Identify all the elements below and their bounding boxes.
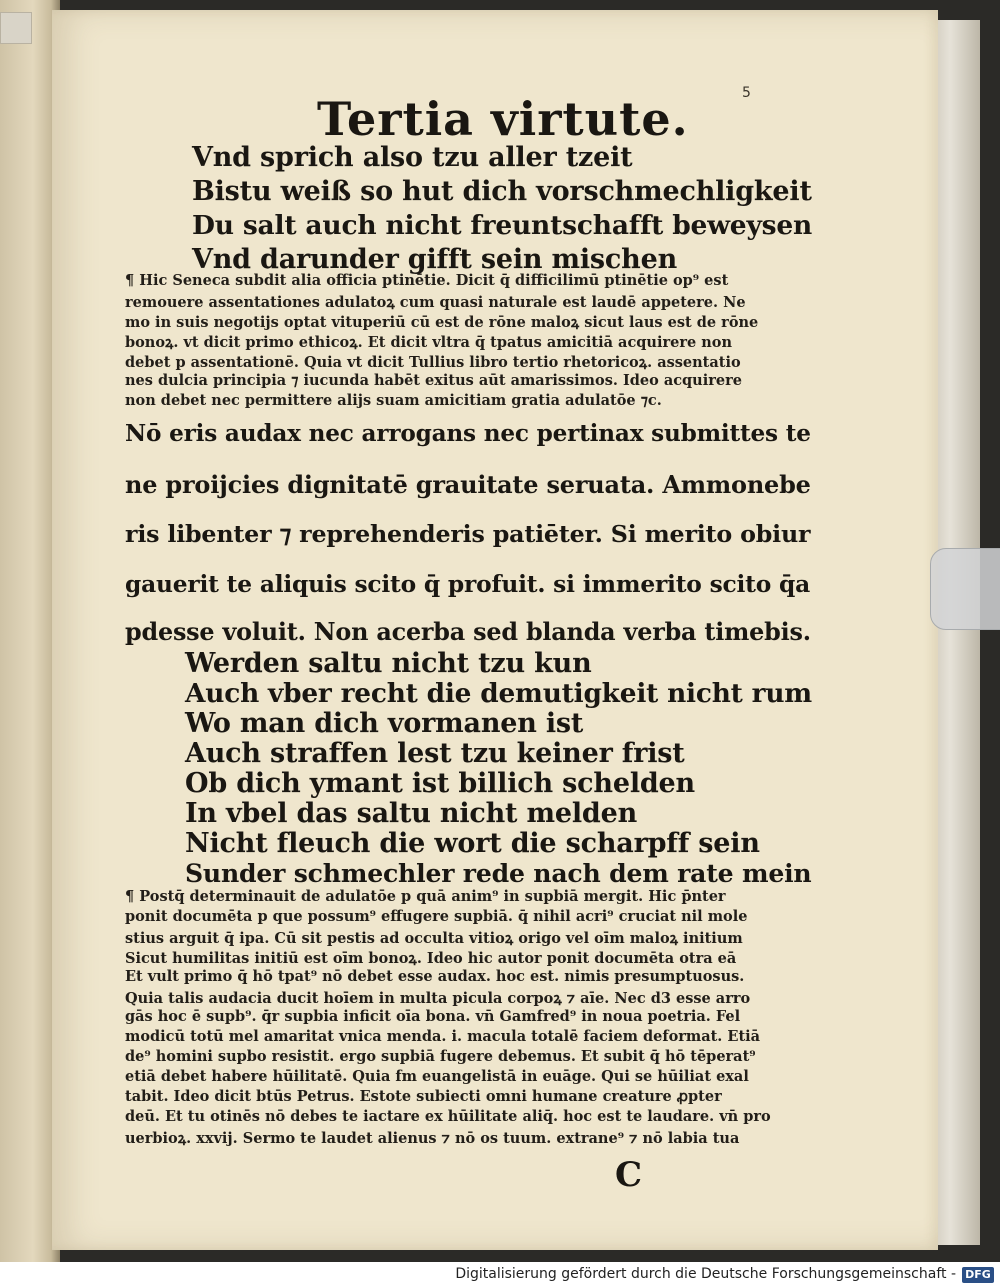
gloss-line: non debet nec permittere alijs suam amicitiam gratia adulatōe ⁊c. xyxy=(125,392,662,409)
verse-line: Bistu weiß so hut dich vorschmechligkeit xyxy=(192,176,812,207)
main-text-line: Nō eris audax nec arrogans nec pertinax submittes te xyxy=(125,420,811,447)
gloss-line: gās hoc ē supb⁹. q̄r supbia inficit oīa bona. vn̄ Gamfred⁹ in noua poetria. Fel xyxy=(125,1008,741,1025)
verse-line: Vnd darunder gifft sein mischen xyxy=(192,244,678,275)
left-page-tab xyxy=(0,12,32,44)
main-text-line: ris libenter ⁊ reprehenderis patiēter. Si merito obiur xyxy=(125,520,811,548)
gloss-line: debet p assentationē. Quia vt dicit Tullius libro tertio rhetoricoꝝ. assentatio xyxy=(125,354,741,371)
main-text-line: pdesse voluit. Non acerba sed blanda verba timebis. xyxy=(125,618,811,646)
verse-line: Werden saltu nicht tzu kun xyxy=(185,648,592,679)
main-text-line: ne proijcies dignitatē grauitate seruata. Ammonebe xyxy=(125,470,811,499)
gloss-line: de⁹ homini supbo resistit. ergo supbiā fugere debemus. Et subit q̄ hō tēperat⁹ xyxy=(125,1048,756,1065)
gloss-line: mo in suis negotijs optat vituperiū cū est de rōne maloꝝ sicut laus est de rōne xyxy=(125,314,759,331)
gloss-line: deū. Et tu otinēs nō debes te iactare ex hūilitate aliq̄. hoc est te laudare. vn̄ pro xyxy=(125,1108,771,1125)
footer-bar xyxy=(0,1262,1000,1288)
verse-line: Vnd sprich also tzu aller tzeit xyxy=(192,142,633,173)
page-clip-tab xyxy=(930,548,1000,630)
gloss-line: modicū totū mel amaritat vnica menda. i. macula totalē faciem deformat. Etiā xyxy=(125,1028,761,1045)
gloss-line: bonoꝝ. vt dicit primo ethicoꝝ. Et dicit vltra q̄ tpatus amicitiā acquirere non xyxy=(125,334,732,351)
dfg-logo-icon: DFG xyxy=(962,1267,994,1283)
verse-line: Ob dich ymant ist billich schelden xyxy=(185,768,695,799)
verse-line: Auch straffen lest tzu keiner frist xyxy=(185,738,685,769)
left-page-edge xyxy=(0,0,60,1262)
verse-line: Wo man dich vormanen ist xyxy=(185,708,584,739)
footer-credit: Digitalisierung gefördert durch die Deutsche Forschungsgemeinschaft - xyxy=(455,1266,956,1282)
gloss-line: nes dulcia principia ⁊ iucunda habēt exitus aūt amarissimos. Ideo acquirere xyxy=(125,372,742,389)
folio-mark: 5 xyxy=(742,85,751,101)
verse-line: Nicht fleuch die wort die scharpff sein xyxy=(185,828,760,859)
verse-line: In vbel das saltu nicht melden xyxy=(185,798,638,829)
verse-line: Auch vber recht die demutigkeit nicht rum xyxy=(185,678,812,709)
gloss-line: uerbioꝝ. xxvij. Sermo te laudet alienus ⁊ nō os tuum. extrane⁹ ⁊ nō labia tua xyxy=(125,1130,740,1147)
gloss-line: Sicut humilitas initiū est oīm bonoꝝ. Ideo hic autor ponit documēta otra eā xyxy=(125,950,737,967)
gloss-line: ponit documēta p que possum⁹ effugere supbiā. q̄ nihil acri⁹ cruciat nil mole xyxy=(125,908,748,925)
gloss-line: stius arguit q̄ ipa. Cū sit pestis ad occulta vitioꝝ origo vel oīm maloꝝ initium xyxy=(125,930,743,947)
book-page xyxy=(52,10,938,1250)
main-text-line: gauerit te aliquis scito q̄ profuit. si immerito scito q̄a xyxy=(125,570,811,598)
gloss-line: etiā debet habere hūilitatē. Quia fm euangelistā in euāge. Qui se hūiliat exal xyxy=(125,1068,749,1085)
gloss-line: Quia talis audacia ducit hoīem in multa picula corpoꝝ ⁊ aīe. Nec d3 esse arro xyxy=(125,990,751,1007)
gloss-line: tabit. Ideo dicit btūs Petrus. Estote subiecti omni humane creature ꝓpter xyxy=(125,1088,722,1105)
signature-mark: C xyxy=(615,1155,643,1195)
verse-line: Sunder schmechler rede nach dem rate mein xyxy=(185,858,812,888)
gloss-line: remouere assentationes adulatoꝝ cum quasi naturale est laudē appetere. Ne xyxy=(125,294,746,311)
gloss-line: ¶ Postq̄ determinauit de adulatōe p quā anim⁹ in supbiā mergit. Hic p̄nter xyxy=(125,888,726,905)
gloss-line: Et vult primo q̄ hō tpat⁹ nō debet esse audax. hoc est. nimis presumptuosus. xyxy=(125,968,745,985)
verse-line: Du salt auch nicht freuntschafft beweysen xyxy=(192,210,813,241)
gloss-line: ¶ Hic Seneca subdit alia officia ptinētie. Dicit q̄ difficilimū ptinētie op⁹ est xyxy=(125,272,729,289)
page-heading: Tertia virtute. xyxy=(317,92,689,146)
